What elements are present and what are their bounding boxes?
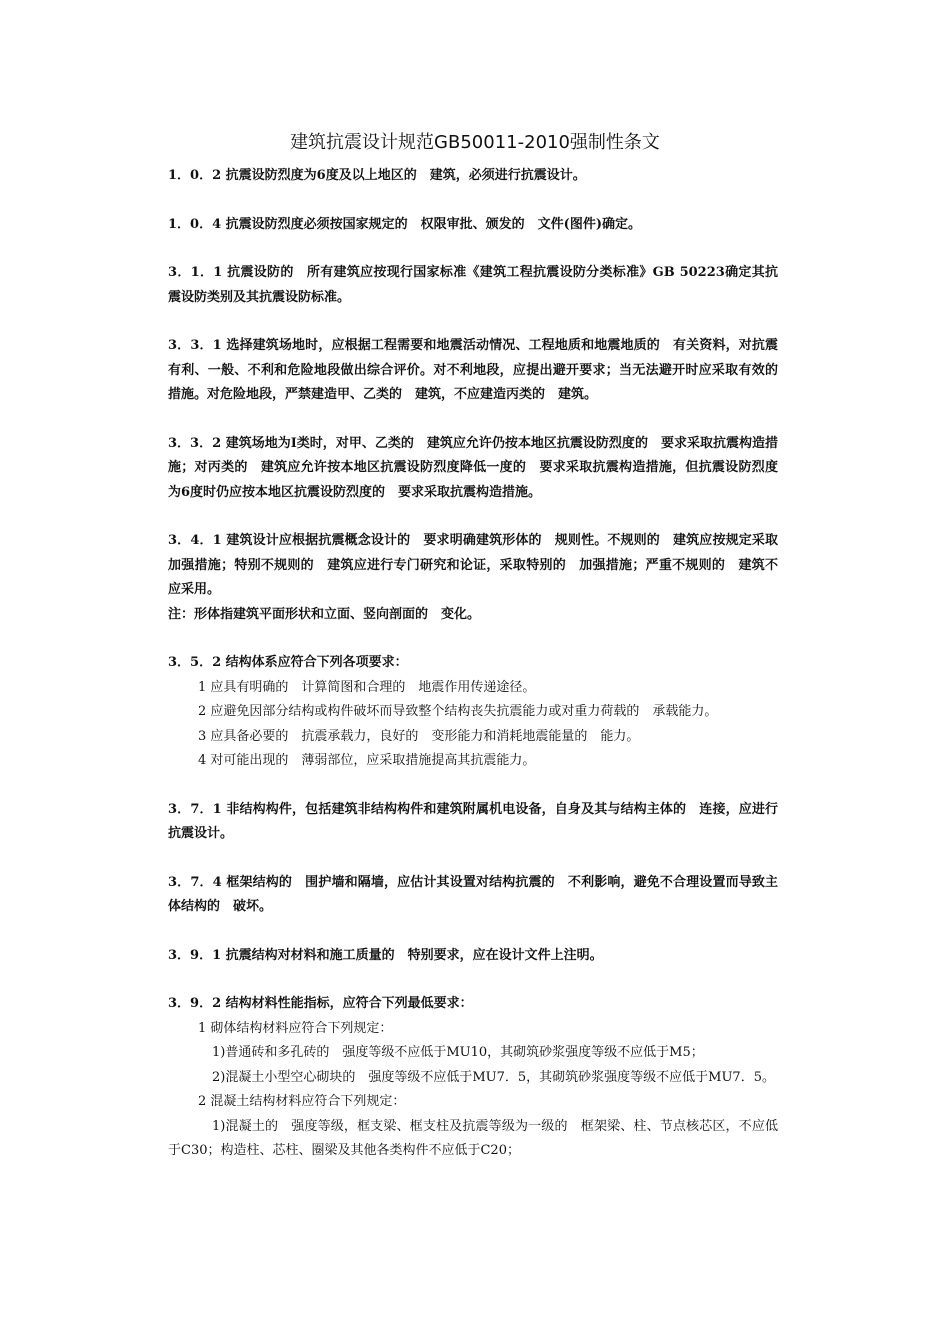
clause-3-5-2-block: [168, 651, 778, 774]
clause-3-7-4: 3．7．4 框架结构的 围护墙和隔墙，应估计其设置对结构抗震的 不利影响，避免不合理设置而导致主体结构的 破坏。: [168, 874, 778, 914]
clause-3-9-2-item-2: 2 混凝土结构材料应符合下列规定：: [198, 1094, 406, 1109]
clause-3-5-2-item: 2 应避免因部分结构或构件破坏而导致整个结构丧失抗震能力或对重力荷载的 承载能力。: [198, 704, 718, 719]
clause-3-9-2-item-1a: 1)普通砖和多孔砖的 强度等级不应低于MU10，其砌筑砂浆强度等级不应低于M5；: [212, 1045, 704, 1060]
clause-3-5-2-item: 3 应具备必要的 抗震承载力，良好的 变形能力和消耗地震能量的 能力。: [198, 728, 640, 744]
clause-3-9-2: 3．9．2 结构材料性能指标，应符合下列最低要求：: [168, 996, 473, 1011]
clause-3-5-2-item: 4 对可能出现的 薄弱部位，应采取措施提高其抗震能力。: [198, 753, 536, 768]
clause-3-3-2: 3．3．2 建筑场地为Ⅰ类时，对甲、乙类的 建筑应允许仍按本地区抗震设防烈度的 要求采取抗震构造措施；对丙类的 建筑应允许按本地区抗震设防烈度降低一度的 要求采取抗震构造措施，但抗震设防烈度为6度时仍应按本地区抗震设防烈度的 要求采取抗震构造措施。: [168, 435, 778, 500]
clause-3-9-1: 3．9．1 抗震结构对材料和施工质量的 特别要求，应在设计文件上注明。: [168, 947, 603, 963]
clause-1-0-4: 1．0．4 抗震设防烈度必须按国家规定的 权限审批、颁发的 文件(图件)确定。: [168, 216, 641, 232]
clause-3-9-2-block: [168, 992, 778, 1164]
clause-3-4-1: 3．4．1 建筑设计应根据抗震概念设计的 要求明确建筑形体的 规则性。不规则的 建筑应按规定采取加强措施；特别不规则的 建筑应进行专门研究和论证，采取特别的 加强措施；严重不规则的 建筑不应采用。: [168, 533, 778, 597]
clause-3-3-1: 3．3．1 选择建筑场地时，应根据工程需要和地震活动情况、工程地质和地震地质的 有关资料，对抗震有利、一般、不利和危险地段做出综合评价。对不利地段，应提出避开要求；当无法避开时应采取有效的 措施。对危险地段，严禁建造甲、乙类的 建筑，不应建造丙类的 建筑。: [168, 338, 792, 402]
clause-3-9-2-item-1b: 2)混凝土小型空心砌块的 强度等级不应低于MU7．5，其砌筑砂浆强度等级不应低于MU7．5。: [212, 1069, 775, 1085]
clause-1-0-2: 1．0．2 抗震设防烈度为6度及以上地区的 建筑，必须进行抗震设计。: [168, 168, 586, 183]
document-title: 建筑抗震设计规范GB50011-2010强制性条文: [290, 132, 660, 153]
clause-3-5-2: 3．5．2 结构体系应符合下列各项要求：: [168, 655, 408, 670]
document-body: [168, 164, 792, 1164]
clause-3-9-2-item-1: 1 砌体结构材料应符合下列规定：: [198, 1020, 393, 1036]
clause-3-1-1: 3．1．1 抗震设防的 所有建筑应按现行国家标准《建筑工程抗震设防分类标准》GB 50223确定其抗震设防类别及其抗震设防标准。: [168, 265, 778, 305]
clause-3-5-2-item: 1 应具有明确的 计算简图和合理的 地震作用传递途径。: [198, 679, 536, 695]
clause-3-4-1-note: 注：形体指建筑平面形状和立面、竖向剖面的 变化。: [168, 606, 481, 622]
clause-3-9-2-item-2a: 1)混凝土的 强度等级，框支梁、框支柱及抗震等级为一级的 框架梁、柱、节点核芯区，不应低于C30；构造柱、芯柱、圈梁及其他各类构件不应低于C20；: [168, 1118, 778, 1158]
clause-3-7-1: 3．7．1 非结构构件，包括建筑非结构构件和建筑附属机电设备，自身及其与结构主体的 连接，应进行抗震设计。: [168, 801, 778, 841]
